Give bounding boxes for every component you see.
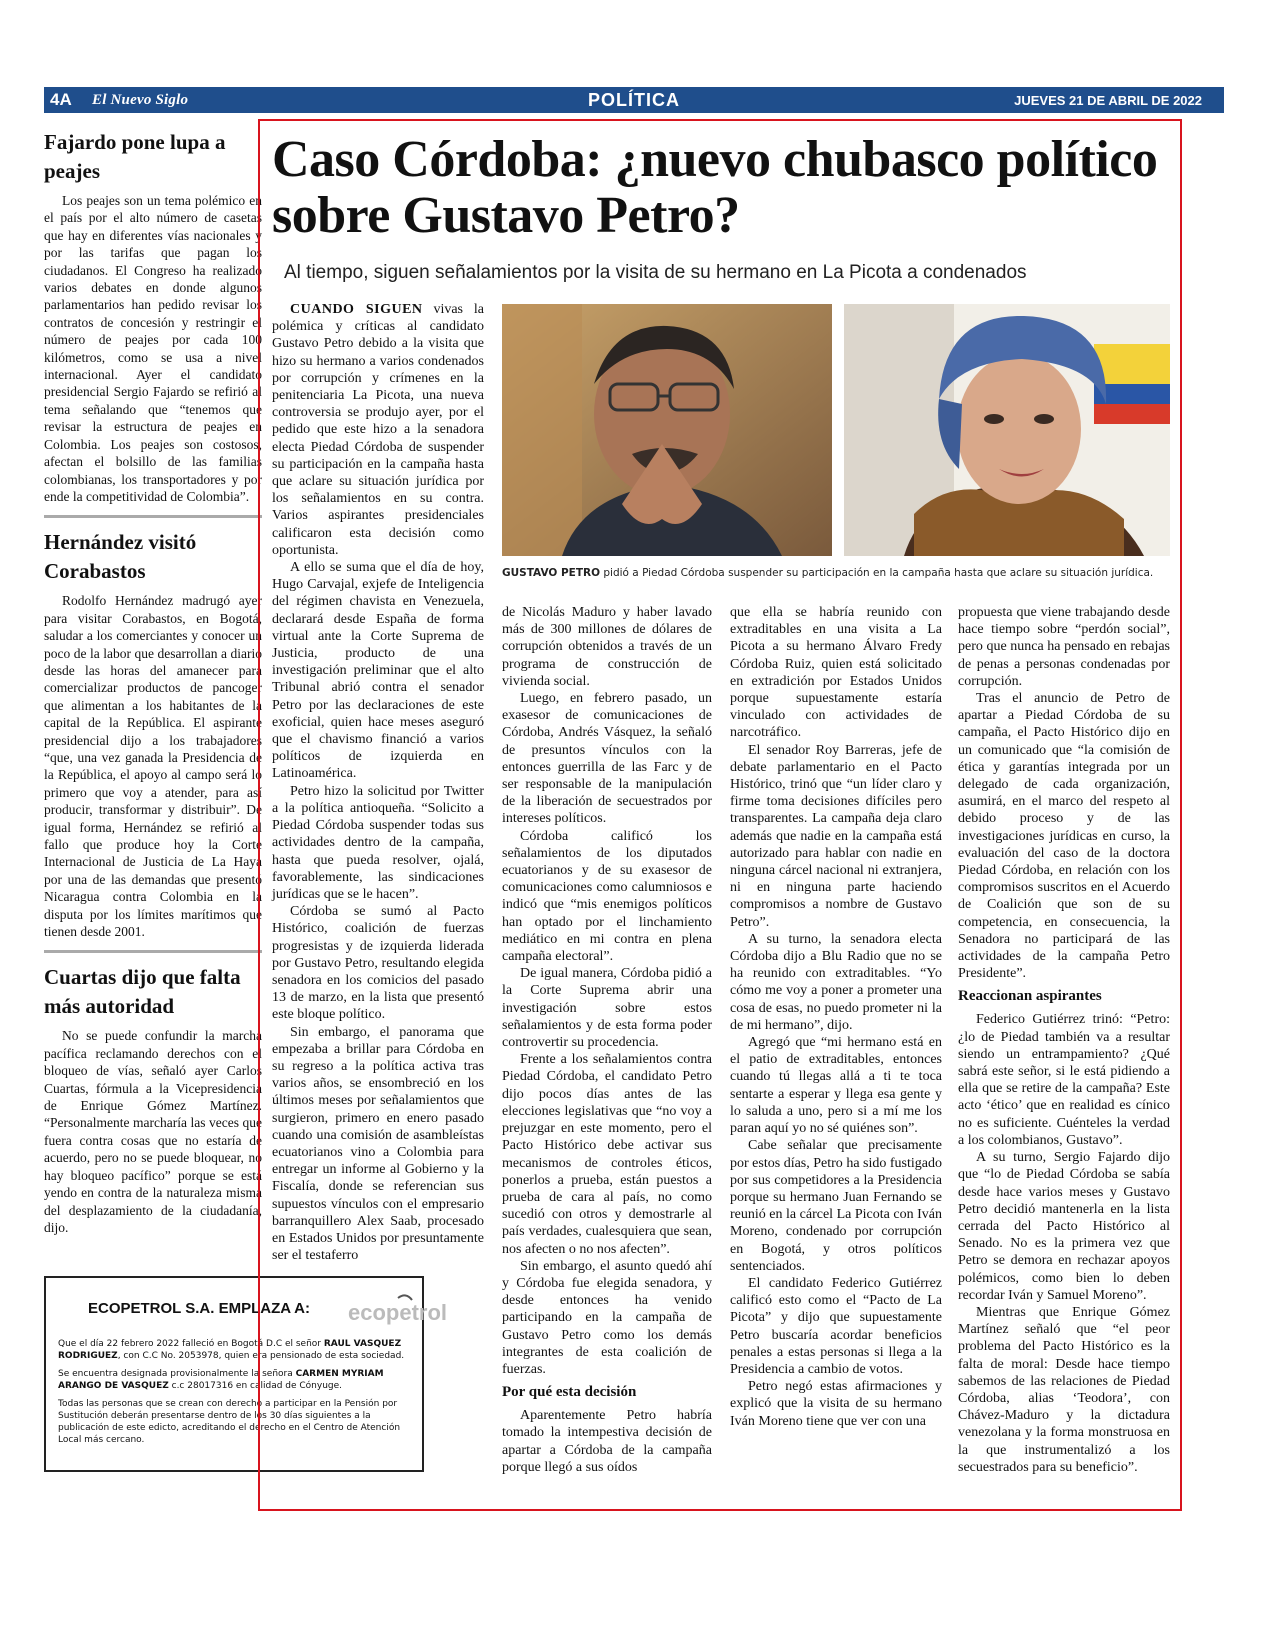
page-header-bar xyxy=(44,87,1224,113)
article-paragraph: Aparentemente Petro habría tomado la intempestiva decisión de apartar a Córdoba de la campaña porque llegó a sus oídos xyxy=(502,1408,712,1475)
article-column-2 xyxy=(502,604,712,1476)
brief-body: Los peajes son un tema polémico en el país por el alto número de casetas que hay en diferentes vías nacionales y por las tarifas que pagan los ciudadanos. El Congreso ha realizado varios debates en donde algunos parlamentarios han pedido revisar los contratos de concesión y restringir el número de peajes por cada 100 kilómetros, como se usa a nivel internacional. Ayer el candidato presidencial Sergio Fajardo se refirió al tema señalando que “tenemos que revisar la estructura de peajes en Colombia. Los peajes son costosos, afectan el bolsillo de las familias colombianas, los transportadores y por ende la competitividad de Colombia”. xyxy=(44,193,262,504)
article-paragraph: Petro hizo la solicitud por Twitter a la política antioqueña. “Solicito a Piedad Córdoba suspender todas sus actividades dentro de la campaña, hasta que pueda resolver, ojalá, favorablemente, las sindicaciones jurídicas que se le hacen”. xyxy=(272,783,484,902)
brief-body: No se puede confundir la marcha pacífica reclamando derechos con el bloqueo de vías, señaló ayer Carlos Cuartas, fórmula a la Vicepresidencia de Enrique Gómez Martínez. “Personalmente marcharía las veces que fuera contra cosas que no estaría de acuerdo, pero no se puede bloquear, no hay bloqueo pacífico” porque se está yendo en contra de la naturaleza misma del desplazamiento de la ciudadanía, dijo. xyxy=(44,1028,262,1235)
section-subhead: Por qué esta decisión xyxy=(502,1384,637,1401)
article-paragraph: De igual manera, Córdoba pidió a la Corte Suprema abrir una investigación sobre estos señalamientos y de esta forma poder controvertir su procedencia. xyxy=(502,966,712,1051)
section-title: POLÍTICA xyxy=(588,90,680,110)
article-paragraph: Agregó que “mi hermano está en el patio de extraditables, entonces cuando tú llegas allá a ti te toca sentarte a esperar y llega esa gente y lo saluda a uno, pero si a mí me los paran aquí yo no sé quiénes son”. xyxy=(730,1035,942,1137)
brief-title: Hernández visitó Corabastos xyxy=(44,530,197,584)
notice-paragraph: Se encuentra designada provisionalmente la señora CARMEN MYRIAM ARANGO DE VASQUEZ c.c 28017316 en calidad de Cónyuge. xyxy=(58,1369,384,1391)
article-paragraph: propuesta que viene trabajando desde hace tiempo sobre “perdón social”, pero que nunca ha pensado en rebajas de penas a personas condenadas por corrupción. xyxy=(958,605,1170,689)
issue-date: JUEVES 21 DE ABRIL DE 2022 xyxy=(1014,93,1202,108)
article-paragraph: A ello se suma que el día de hoy, Hugo Carvajal, exjefe de Inteligencia del régimen chavista en Venezuela, declarará desde España de forma virtual ante la Corte Suprema de Justicia, producto de una investigación preliminar que el alto Tribunal abrió contra el senador Petro por las declaraciones de este exoficial, quien hace meses aseguró que el chavismo financió a varios políticos de izquierda en Latinoamérica. xyxy=(272,560,484,782)
brief-body: Rodolfo Hernández madrugó ayer para visitar Corabastos, en Bogotá, saludar a los comerciantes y conocer un poco de la labor que desarrollan a diario desde las horas del amanecer para comercializar productos de pancoger que alimentan a los habitantes de la capital de la República. El aspirante presidencial dijo a los trabajadores “que, una vez ganada la Presidencia de la República, el apoyo al campo será lo primero que voy a atender, para así producir, transformar y distribuir”. De igual forma, Hernández se refirió al fallo que produce hoy la Corte Internacional de Justicia de La Haya por una de las demandas que presentó Nicaragua contra Colombia en la disputa por los límites marítimos que tienen desde 2001. xyxy=(44,593,262,940)
article-column-3 xyxy=(730,604,942,1430)
article-paragraph: Cabe señalar que precisamente por estos días, Petro ha sido fustigado por sus competidores a la Presidencia porque su hermano Juan Fernando se reunió en la cárcel La Picota con Iván Moreno, condenado por corrupción en Bogotá, y otros políticos sentenciados. xyxy=(730,1138,942,1274)
newspaper-name: El Nuevo Siglo xyxy=(92,92,189,108)
brief-fajardo xyxy=(44,128,262,505)
notice-paragraph: Todas las personas que se crean con derecho a participar en la Pensión por Sustitución deberán presentarse dentro de los 30 días siguientes a la publicación de este edicto, acreditando el derecho en el Centro de Atención Local más cercano. xyxy=(58,1399,401,1445)
sidebar-briefs xyxy=(44,128,262,1246)
article-paragraph: Córdoba calificó los señalamientos de los diputados ecuatorianos y de su exasesor de comunicaciones como calumniosos e indicó que “mis enemigos políticos han optado por el linchamiento mediático en mi contra en plena campaña electoral”. xyxy=(502,828,712,965)
logo-text: ecopetrol xyxy=(348,1300,448,1325)
article-paragraph: El senador Roy Barreras, jefe de debate parlamentario en el Pacto Histórico, trinó que “un líder claro y firme toma decisiones difíciles pero transparentes. La campaña deja claro además que nadie en la campaña está autorizado para hablar con nadie en ninguna cárcel nacional ni extranjera, ni en ninguna parte haciendo compromisos a nombre de Gustavo Petro”. xyxy=(730,742,942,930)
article-paragraph: Federico Gutiérrez trinó: “Petro: ¿lo de Piedad también va a resultar siendo un entrampamiento? ¿Qué sabrá este señor, si le está pidiendo a ella que se retire de la campaña? Este acto ‘ético’ que en realidad es cínico no es suficiente. Cuénteles la verdad a los colombianos, Gustavo”. xyxy=(958,1012,1170,1148)
article-paragraph: A su turno, Sergio Fajardo dijo que “lo de Piedad Córdoba se sabía desde hace varios meses y Gustavo Petro decidió mantenerla en la lista cerrada del Pacto Histórico al Senado. No es la primera vez que Petro se demora en rechazar apoyos polémicos, como bien lo deben recordar Iván y Samuel Moreno”. xyxy=(958,1150,1170,1303)
article-paragraph: Tras el anuncio de Petro de apartar a Piedad Córdoba de su campaña, el Pacto Histórico dijo en un comunicado que “la comisión de ética y garantías integrada por un delegado de cada organización, asumirá, en el marco del respeto al debido proceso y de las investigaciones jurídicas en curso, la evaluación del caso de la doctora Piedad Córdoba, en relación con los compromisos suscritos en el Acuerdo de Coalición que son de su competencia, en consecuencia, la Senadora no participará de las actividades de la campaña Petro Presidente”. xyxy=(958,691,1170,982)
article-paragraph: de Nicolás Maduro y haber lavado más de 300 millones de dólares de corrupción obtenidos a través de un programa de construcción de vivienda social. xyxy=(502,605,712,689)
article-subhead: Al tiempo, siguen señalamientos por la visita de su hermano en La Picota a condenados xyxy=(284,262,1027,283)
article-paragraph: que ella se habría reunido con extraditables en una visita a La Picota a su hermano Álvaro Fredy Córdoba Ruiz, quien está solicitado en extradición por Estados Unidos porque supuestamente estaría vinculado con actividades de narcotráfico. xyxy=(730,605,942,741)
brief-title: Cuartas dijo que falta más autoridad xyxy=(44,965,241,1019)
section-subhead: Reaccionan aspirantes xyxy=(958,988,1102,1005)
brief-cuartas xyxy=(44,963,262,1236)
brief-title: Fajardo pone lupa a peajes xyxy=(44,130,226,183)
photo-gustavo-petro xyxy=(502,304,832,556)
article-paragraph: Petro negó estas afirmaciones y explicó que la visita de su hermano Iván Moreno tiene que ver con una xyxy=(730,1379,942,1429)
divider xyxy=(44,950,262,953)
photo-caption: GUSTAVO PETRO pidió a Piedad Córdoba suspender su participación en la campaña hasta que aclare su situación jurídica. xyxy=(502,567,1154,579)
article-paragraph: Mientras que Enrique Gómez Martínez señaló que “el peor problema del Pacto Histórico es la falta de moral: Desde hace tiempo sabemos de las relaciones de Piedad Córdoba, alias ‘Teodora’, con Chávez-Maduro y la dictadura venezolana y la forma monstruosa en la que instrumentalizó a los secuestrados para su beneficio”. xyxy=(958,1304,1170,1475)
article-paragraph: Luego, en febrero pasado, un exasesor de comunicaciones de Córdoba, Andrés Vásquez, la señaló de presuntos vínculos con la entonces guerrilla de las Farc y de ser responsable de la manipulación de la liberación de secuestrados por intereses políticos. xyxy=(502,691,712,827)
notice-paragraph: Que el día 22 febrero 2022 falleció en Bogotá D.C el señor RAUL VASQUEZ RODRIGUEZ, con C.C No. 2053978, quien era pensionado de esta sociedad. xyxy=(58,1339,405,1361)
article-column-1 xyxy=(272,301,484,1264)
article-paragraph: Sin embargo, el asunto quedó ahí y Córdoba fue elegida senadora, y desde entonces ha venido participando en la campaña de Gustavo Petro como los demás integrantes de esta coalición de fuerzas. xyxy=(502,1258,712,1377)
article-column-4 xyxy=(958,604,1170,1476)
brief-hernandez xyxy=(44,528,262,940)
article-paragraph: Córdoba se sumó al Pacto Histórico, coalición de fuerzas progresistas y de izquierda liderada por Gustavo Petro, resultando elegida senadora en los comicios del pasado 13 de marzo, en la lista que presentó este bloque político. xyxy=(272,904,484,1023)
article-paragraph: Sin embargo, el panorama que empezaba a brillar para Córdoba en su regreso a la política activa tras varios años, se ensombreció en los últimos meses por señalamientos que surgieron, primero en enero pasado cuando una comisión de asambleístas ecuatorianos vino a Colombia para entregar un informe al Gobierno y la Fiscalía, donde se referencian sus supuestos vínculos con el empresario barranquillero Alex Saab, procesado en Estados Unidos por presuntamente ser el testaferro xyxy=(272,1024,484,1264)
article-paragraph: El candidato Federico Gutiérrez calificó esto como el “Pacto de La Picota” y dijo que supuestamente Petro buscaría acordar beneficios penales a estas personas si llega a la Presidencia a cambio de votos. xyxy=(730,1275,942,1377)
article-paragraph: A su turno, la senadora electa Córdoba dijo a Blu Radio que no se ha reunido con extraditables. “Yo cómo me voy a poner a prometer una cosa de esas, no puedo prometer ni la de mi hermano”, dijo. xyxy=(730,931,942,1033)
photo-piedad-cordoba xyxy=(844,304,1170,556)
article-headline: Caso Córdoba: ¿nuevo chubasco político sobre Gustavo Petro? xyxy=(272,131,1158,244)
page-number: 4A xyxy=(50,90,72,109)
article-paragraph: Frente a los señalamientos contra Piedad Córdoba, el candidato Petro dijo pocos días antes de las elecciones legislativas que “no voy a prejuzgar en este momento, pero el Pacto Histórico debe activar sus mecanismos de controles éticos, ponerlos a prueba, están puestos a prueba de cara al país, no como sucedió con otros y demostrarle al país verdades, cualesquiera que sean, nos afecten o no nos afecten”. xyxy=(502,1052,712,1257)
notice-title: ECOPETROL S.A. EMPLAZA A: xyxy=(88,1300,310,1317)
divider xyxy=(44,515,262,518)
article-paragraph: CUANDO SIGUEN vivas la polémica y críticas al candidato Gustavo Petro debido a la visita que hizo su hermano a varios condenados por corrupción y crímenes en la penitenciaria La Picota, una nueva controversia se produjo ayer, por el pedido que este hizo a la senadora electa Piedad Córdoba de suspender su participación en la campaña hasta que aclare su situación jurídica por los señalamientos en su contra. Varios aspirantes presidenciales calificaron esta decisión como oportunista. xyxy=(272,302,484,558)
